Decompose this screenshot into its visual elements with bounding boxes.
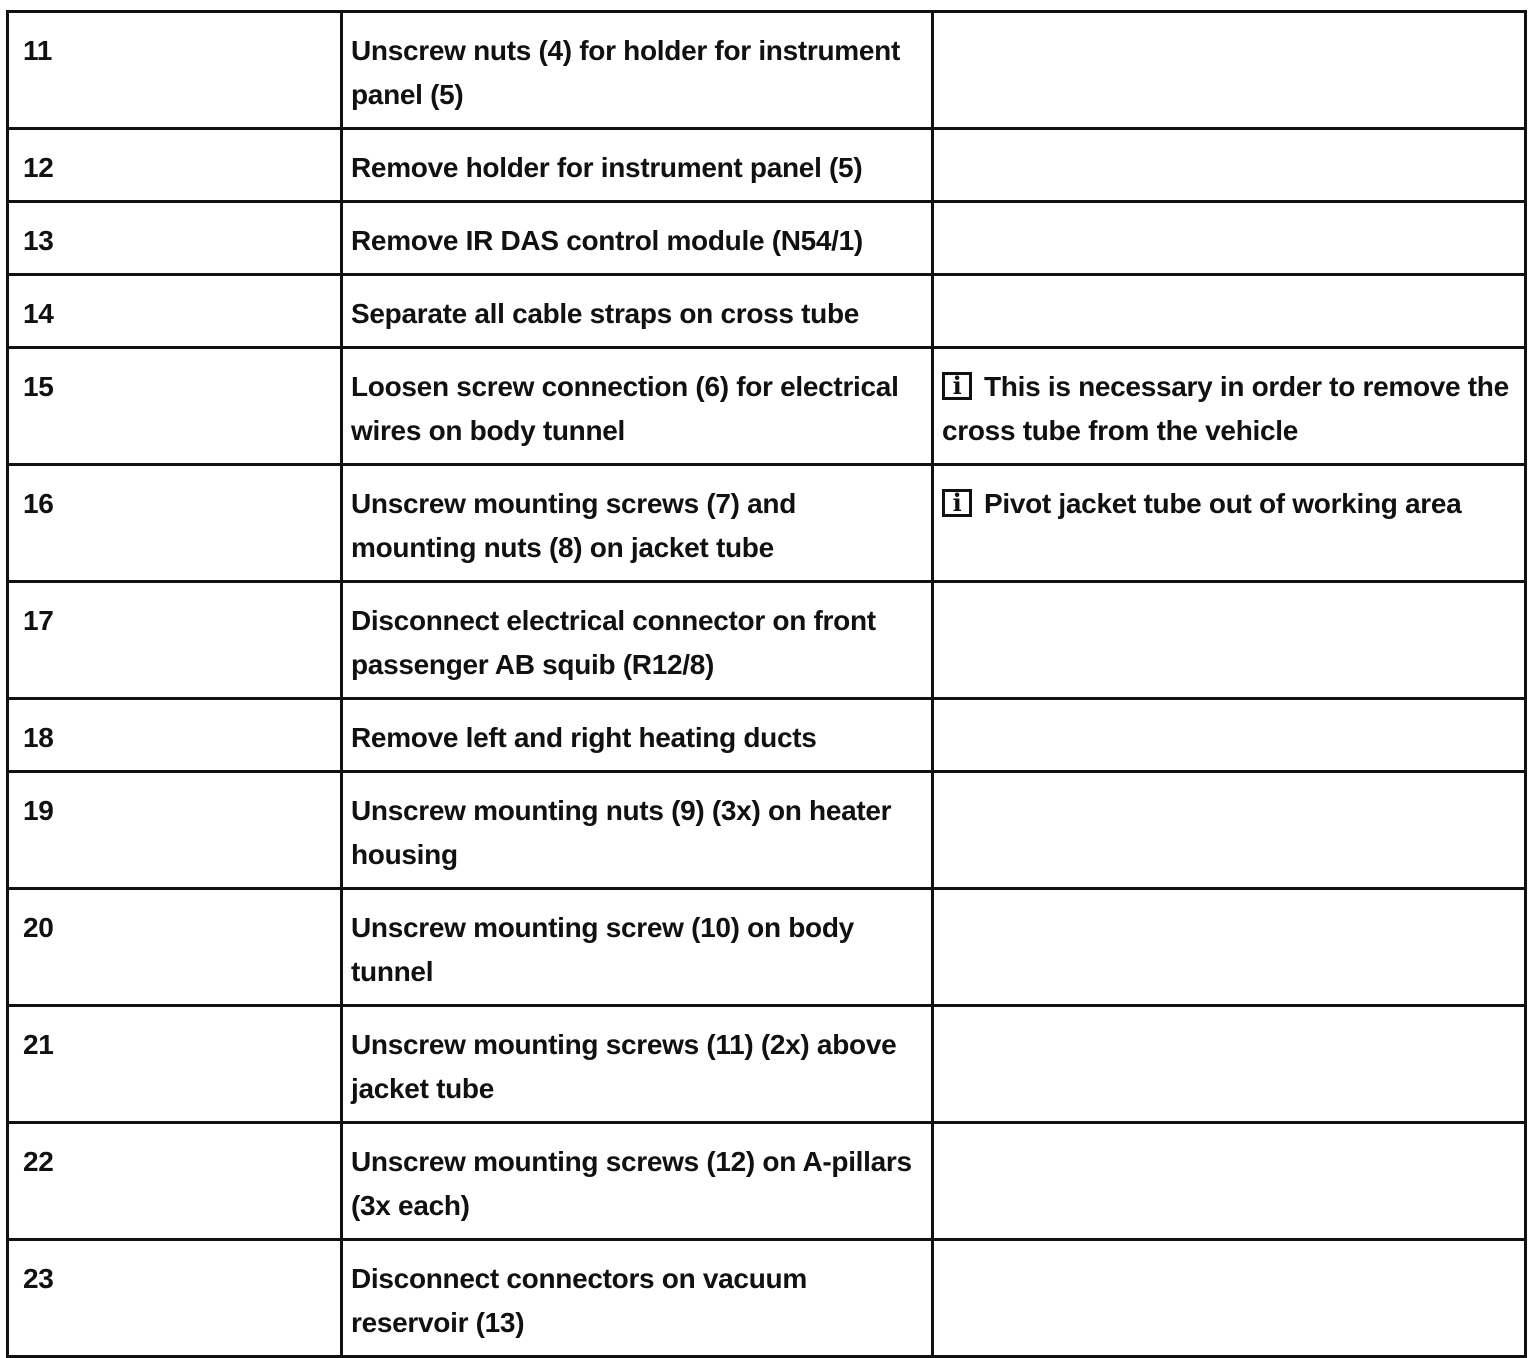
table-row	[8, 12, 1526, 129]
step-number: 23	[8, 1240, 342, 1357]
step-note-text: Pivot jacket tube out of working area	[984, 488, 1462, 519]
table-row	[8, 202, 1526, 275]
step-action: Unscrew mounting nuts (9) (3x) on heater housing	[342, 772, 933, 889]
info-icon: i	[942, 489, 972, 517]
step-action: Unscrew mounting screws (12) on A-pillars (3x each)	[342, 1123, 933, 1240]
step-number: 16	[8, 465, 342, 582]
step-note	[933, 129, 1526, 202]
procedure-document	[6, 10, 1524, 1358]
step-action: Remove IR DAS control module (N54/1)	[342, 202, 933, 275]
table-row	[8, 465, 1526, 582]
step-action: Disconnect connectors on vacuum reservoir (13)	[342, 1240, 933, 1357]
step-action: Unscrew mounting screw (10) on body tunnel	[342, 889, 933, 1006]
step-action: Remove holder for instrument panel (5)	[342, 129, 933, 202]
table-row	[8, 772, 1526, 889]
step-number: 13	[8, 202, 342, 275]
table-row	[8, 1006, 1526, 1123]
step-note	[933, 465, 1526, 582]
step-action: Unscrew nuts (4) for holder for instrument panel (5)	[342, 12, 933, 129]
table-row	[8, 889, 1526, 1006]
step-action: Separate all cable straps on cross tube	[342, 275, 933, 348]
table-row	[8, 275, 1526, 348]
step-number: 22	[8, 1123, 342, 1240]
step-number: 21	[8, 1006, 342, 1123]
step-action: Unscrew mounting screws (11) (2x) above jacket tube	[342, 1006, 933, 1123]
step-note	[933, 1006, 1526, 1123]
table-row	[8, 1240, 1526, 1357]
table-row	[8, 582, 1526, 699]
step-number: 14	[8, 275, 342, 348]
table-row	[8, 348, 1526, 465]
step-note	[933, 699, 1526, 772]
table-row	[8, 1123, 1526, 1240]
step-note	[933, 582, 1526, 699]
step-note	[933, 889, 1526, 1006]
table-row	[8, 699, 1526, 772]
step-number: 17	[8, 582, 342, 699]
step-action: Disconnect electrical connector on front passenger AB squib (R12/8)	[342, 582, 933, 699]
step-note	[933, 275, 1526, 348]
step-note	[933, 202, 1526, 275]
step-note	[933, 348, 1526, 465]
table-row	[8, 129, 1526, 202]
step-action: Loosen screw connection (6) for electrical wires on body tunnel	[342, 348, 933, 465]
step-note	[933, 1240, 1526, 1357]
step-note-text: This is necessary in order to remove the cross tube from the vehicle	[942, 371, 1509, 446]
step-number: 11	[8, 12, 342, 129]
step-number: 19	[8, 772, 342, 889]
step-note	[933, 1123, 1526, 1240]
step-number: 20	[8, 889, 342, 1006]
step-number: 18	[8, 699, 342, 772]
step-number: 12	[8, 129, 342, 202]
step-note	[933, 772, 1526, 889]
step-action: Remove left and right heating ducts	[342, 699, 933, 772]
procedure-steps-table	[6, 10, 1527, 1358]
step-action: Unscrew mounting screws (7) and mounting nuts (8) on jacket tube	[342, 465, 933, 582]
step-note	[933, 12, 1526, 129]
info-icon: i	[942, 372, 972, 400]
step-number: 15	[8, 348, 342, 465]
